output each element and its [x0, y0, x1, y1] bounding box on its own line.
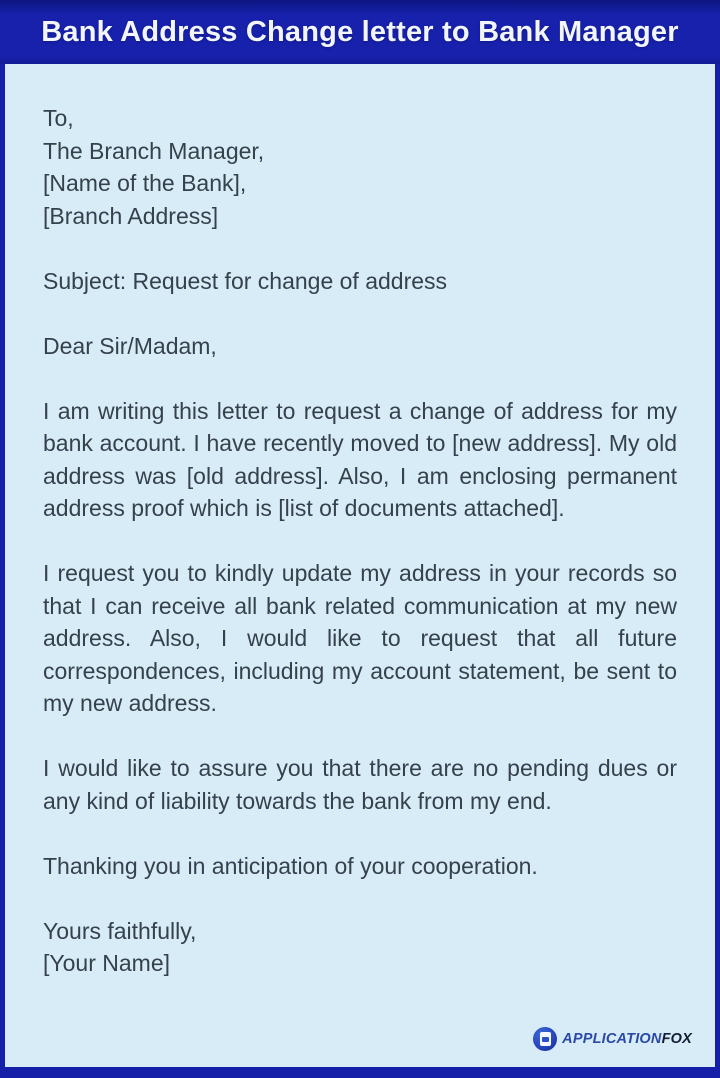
address-line-to: To, — [43, 105, 74, 131]
thanks-line: Thanking you in anticipation of your cooperation. — [43, 852, 538, 879]
paragraph-1: I am writing this letter to request a change of address for my bank account. I have recently moved to [new address]. My old address was [old address]. Also, I am enclosing permanent address proof which is [list of documents attached]. — [43, 397, 677, 521]
applicationfox-logo — [533, 1023, 692, 1056]
salutation: Dear Sir/Madam, — [43, 332, 217, 359]
address-line-branch-address: [Branch Address] — [43, 202, 219, 229]
letter-body — [5, 64, 715, 1067]
closing-block — [43, 915, 677, 980]
paragraph-3: I would like to assure you that there are no pending dues or any kind of liability towards the bank from my end. — [43, 755, 677, 814]
page-title: Bank Address Change letter to Bank Manager — [41, 15, 679, 48]
closing-line-your-name: [Your Name] — [43, 950, 170, 976]
closing-line-faithfully: Yours faithfully, — [43, 917, 197, 944]
header-bar — [0, 0, 720, 64]
document-icon — [533, 1027, 557, 1051]
address-line-branch-manager: The Branch Manager, — [43, 137, 265, 164]
address-line-bank-name: [Name of the Bank], — [43, 170, 247, 196]
logo-text-application: APPLICATION — [562, 1030, 662, 1047]
subject-line: Subject: Request for change of address — [43, 267, 448, 294]
logo-text-fox: FOX — [661, 1030, 692, 1047]
paragraph-2: I request you to kindly update my address in your records so that I can receive all bank related communication at my new address. Also, I would like to request that all future correspondences, including my account statement, be sent to my new address. — [43, 560, 677, 716]
logo-wordmark — [562, 1023, 692, 1056]
address-block — [43, 102, 677, 232]
